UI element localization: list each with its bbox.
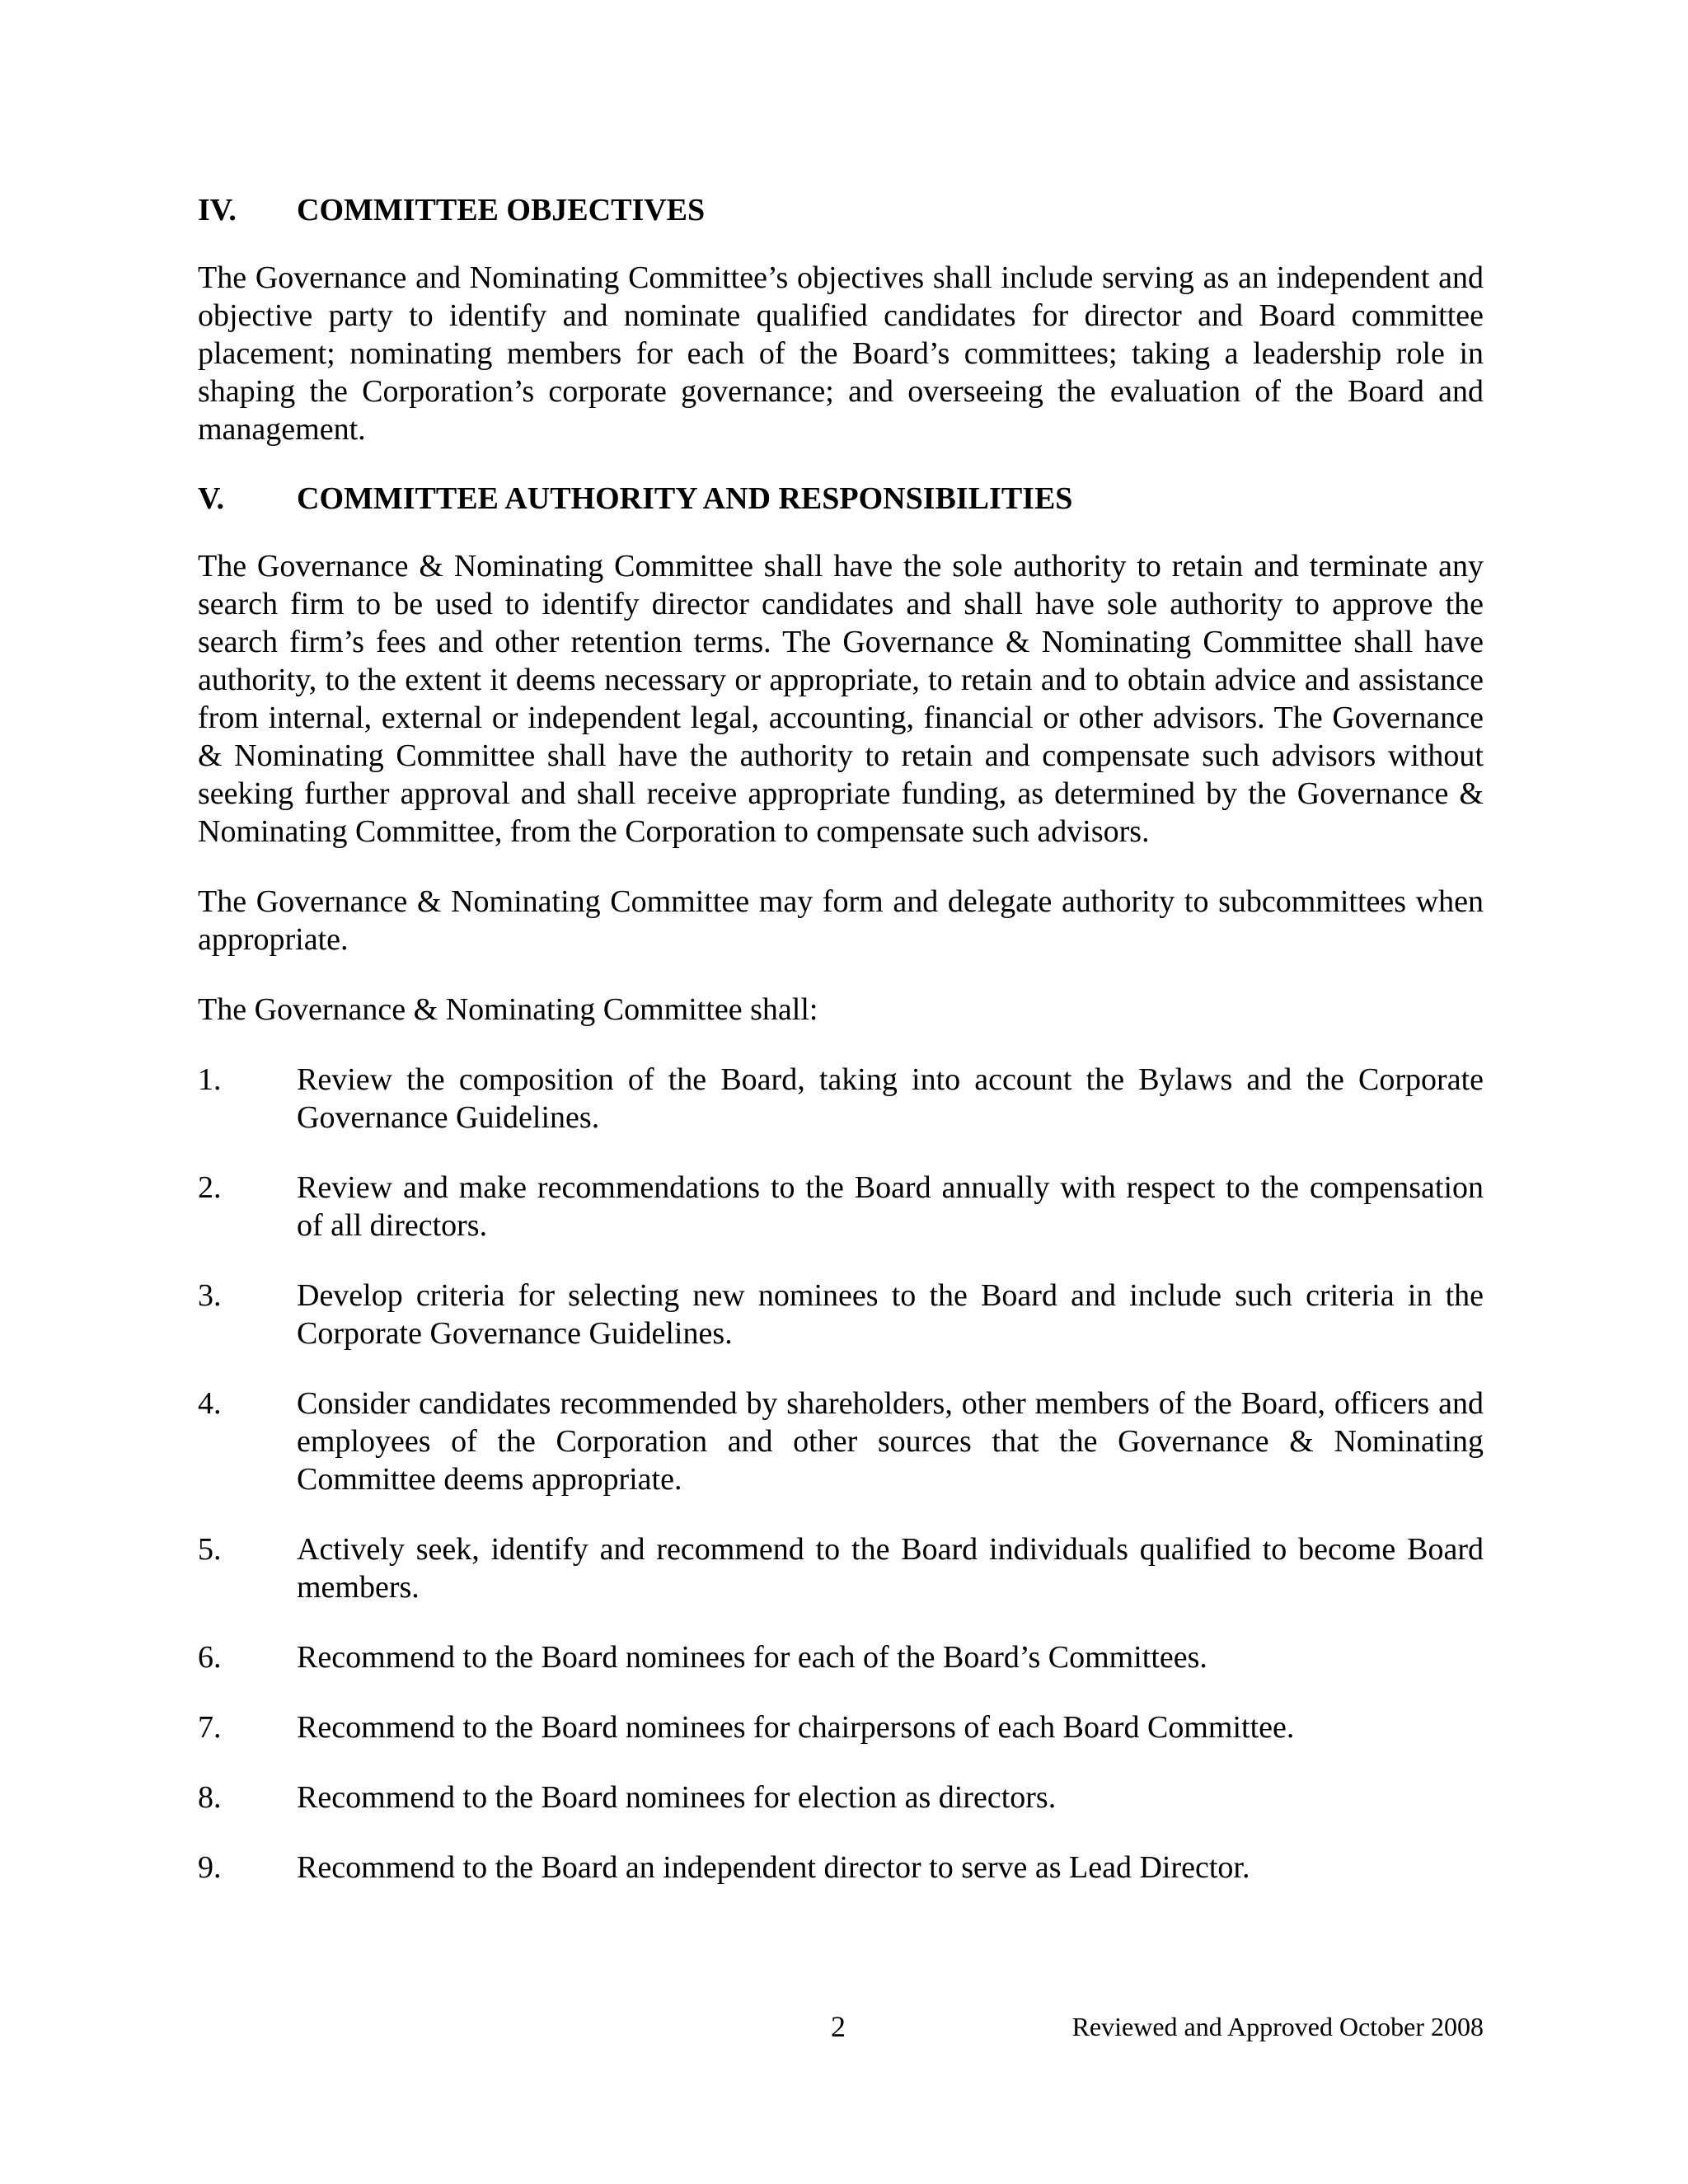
section-title: COMMITTEE OBJECTIVES — [297, 193, 706, 227]
list-item — [198, 1385, 1484, 1498]
subcommittees-paragraph: The Governance & Nominating Committee may form and delegate authority to subcommittees when appropriate. — [198, 884, 1484, 957]
section-number: IV. — [198, 193, 237, 227]
list-item-text: Recommend to the Board nominees for election as directors. — [297, 1780, 1057, 1815]
responsibilities-intro: The Governance & Nominating Committee shall: — [198, 992, 818, 1027]
list-item-text: Actively seek, identify and recommend to the Board individuals qualified to become Board members. — [297, 1532, 1484, 1605]
list-item-text: Develop criteria for selecting new nominees to the Board and include such criteria in the Corporate Governance Guidelines. — [297, 1278, 1484, 1351]
list-item — [198, 1169, 1484, 1244]
list-item-text: Recommend to the Board an independent director to serve as Lead Director. — [297, 1850, 1250, 1885]
list-item-number: 1. — [198, 1062, 222, 1097]
authority-paragraph: The Governance & Nominating Committee shall have the sole authority to retain and terminate any search firm to be used to identify director candidates and shall have sole authority to approve the search firm’s fees and other retention terms. The Governance & Nominating Committee shall have authority, to the extent it deems necessary or appropriate, to retain and to obtain advice and assistance from internal, external or independent legal, accounting, financial or other advisors. The Governance & Nominating Committee shall have the authority to retain and compensate such advisors without seeking further approval and shall receive appropriate funding, as determined by the Governance & Nominating Committee, from the Corporation to compensate such advisors. — [198, 549, 1484, 849]
list-item — [198, 1277, 1484, 1352]
list-item-number: 3. — [198, 1278, 222, 1313]
section-title: COMMITTEE AUTHORITY AND RESPONSIBILITIES — [297, 481, 1073, 516]
list-item — [198, 1849, 1484, 1886]
list-item-number: 2. — [198, 1170, 222, 1205]
page-number: 2 — [831, 2010, 846, 2043]
list-item-text: Recommend to the Board nominees for chairpersons of each Board Committee. — [297, 1710, 1295, 1745]
list-item-number: 9. — [198, 1850, 222, 1885]
section-number: V. — [198, 481, 225, 516]
approval-note: Reviewed and Approved October 2008 — [1071, 2012, 1484, 2041]
list-item-text: Consider candidates recommended by shareholders, other members of the Board, officers and employees of the Corporation and other sources that the Governance & Nominating Committee deems appropriate. — [297, 1386, 1484, 1497]
list-item — [198, 1638, 1484, 1676]
list-item-number: 7. — [198, 1710, 222, 1745]
objectives-paragraph: The Governance and Nominating Committee’s objectives shall include serving as an independent and objective party to identify and nominate qualified candidates for director and Board committee placement; nominating members for each of the Board’s committees; taking a leadership role in shaping the Corporation’s corporate governance; and overseeing the evaluation of the Board and management. — [198, 260, 1484, 447]
list-item — [198, 1530, 1484, 1606]
list-item-number: 8. — [198, 1780, 222, 1815]
document-page — [198, 191, 1484, 1886]
list-item — [198, 1061, 1484, 1137]
page-footer — [0, 2008, 1688, 2046]
list-item — [198, 1708, 1484, 1746]
list-item-text: Recommend to the Board nominees for each of the Board’s Committees. — [297, 1640, 1207, 1675]
list-item-number: 4. — [198, 1386, 222, 1421]
list-item-text: Review and make recommendations to the Board annually with respect to the compensation of all directors. — [297, 1170, 1484, 1243]
section-iv-heading — [198, 191, 1484, 229]
list-item-text: Review the composition of the Board, taking into account the Bylaws and the Corporate Governance Guidelines. — [297, 1062, 1484, 1135]
list-item-number: 6. — [198, 1640, 222, 1675]
list-item-number: 5. — [198, 1532, 222, 1567]
list-item — [198, 1779, 1484, 1816]
section-v-heading — [198, 480, 1484, 518]
